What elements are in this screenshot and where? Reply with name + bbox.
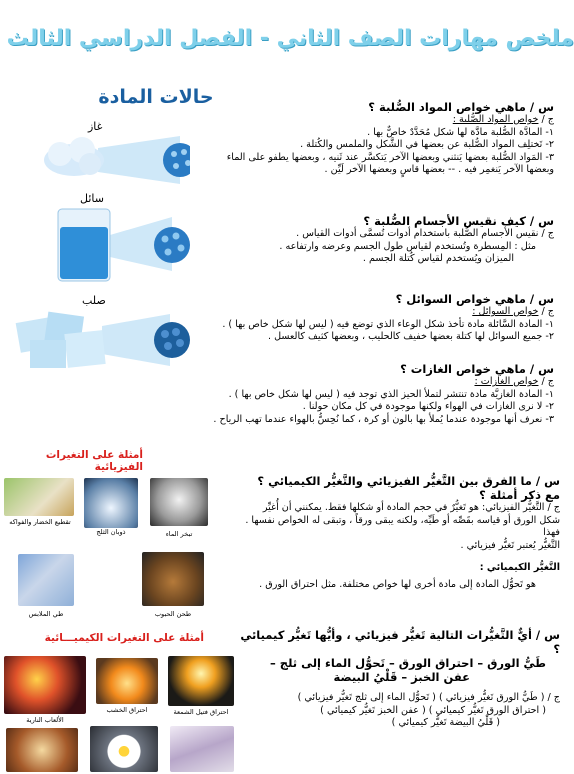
question-physical-vs-chemical [240,474,560,592]
solid-label: صلب [82,294,106,307]
question-text: س / ما الفرق بين التَّغيُّر الفيزيائي والتَّغيُّر الكيميائي ؟ مع ذكر أمثلة ؟ [257,474,560,502]
cutting-fruit-image [4,478,74,516]
frying-egg-image [90,726,158,772]
chemical-head: التَّغيُّر الكيميائي : [479,562,560,574]
gas-label: غاز [88,120,103,133]
question-line: س / أيٌّ التَّغيُّرات التالية تَغيُّر فيزيائي ، وأيُّها تَغيُّر كيميائي ؟ [240,628,560,656]
burning-wood-image [96,658,158,704]
answer-line: ( قَلْيُ البيضة تَغيُّر كيميائي ) [391,717,500,729]
answer-prefix: ج / [541,306,554,317]
answer-line: ١- المادَّة الصُّلبة مادَّة لها شكل مُحَدَّدٌ خاصٌّ بها . [367,126,554,138]
answer-prefix: ج / [541,376,554,387]
answer-head-text: خواص المواد الصُّلبة : [452,114,539,125]
liquid-illustration [40,205,190,285]
grinding-grains-image [142,552,204,606]
physical-examples-title: أمثلة على التغيرات الفيزيائية [45,449,143,473]
answer-line: وبعضها الآخر يَنغمِر فيه . -- بعضها قاسٍ وبعضها الآخر لَيِّن . [324,164,554,176]
answer-prefix: ج / [541,114,554,125]
states-title: حالات المادة [98,86,214,108]
question-gases-properties [199,362,554,426]
folding-clothes-image [18,554,74,606]
question-text: س / ماهي خواص الغازات ؟ [400,362,554,376]
answer-line: ج / نقيس الأجسام الصُّلبة باستخدام أدوات تُسمَّى أدوات القياس . [296,228,554,239]
question-line: عفن الخبز – قَلْيُ البيضة [333,670,470,684]
image-caption: احتراق الخشب [106,706,148,714]
answer-line: ١- المادة الغازيَّة مادة تنتشر لتملأ الحيز الذي توجد فيه ( ليس لها شكل خاص بها ) . [228,388,554,400]
answer-line: ٢- جميع السوائل لها كتلة بعضها خفيف كالحليب ، وبعضها كثيف كالعسل . [267,331,554,343]
image-caption: تبخر الماء [165,530,193,538]
answer-line: ج / ( طَيُّ الورق تَغيُّر فيزيائي ) ( تَحوُّل الماء إلى ثلج تَغيُّر فيزيائي ) [297,692,560,703]
question-text: س / ماهي خواص السوائل ؟ [395,292,554,306]
fireworks-image [4,656,86,714]
answer-line: الميزان ويُستخدم لقياس كُتلة الجسم . [362,253,514,265]
image-caption: تقطيع الخضار والفواكه [9,518,71,526]
image-caption: طحن الحبوب [154,610,192,618]
melting-ice-image [84,478,138,528]
answer-line: التَّغيُّر يُعتبر تَغيُّر فيزيائي . [460,539,560,551]
chemical-change-image [170,726,234,772]
answer-line: ( احتراق الورق تَغيُّر كيميائي ) ( عفن الخبز تَغيُّر كيميائي ) [320,704,546,716]
moldy-bread-image [6,728,78,772]
answer-line: ٣- نعرف أنها موجودة عندما يُملأ بها بالون أو كرة ، كما نُحِسُّ بالهواء عندما تهب الرياح . [213,413,554,425]
gas-illustration [30,130,190,190]
chemical-examples-title: أمثلة على التغيرات الكيميـــائية [44,632,204,644]
solid-illustration [10,306,190,374]
image-caption: احتراق فتيل الشمعة [173,708,229,716]
image-caption: الألعاب النارية [26,716,64,724]
answer-head-text: خواص الغازات : [474,376,539,387]
question-liquids-properties [199,292,554,344]
answer-head [199,306,554,319]
question-text: س / كيف نقيس الأجسام الصُّلبة ؟ [363,214,554,228]
page-title: ملخص مهارات الصف الثاني - الفصل الدراسي الثالث [6,26,574,51]
question-line: طَيُّ الورق – احتراق الورق – تَحوُّل الماء إلى ثلج – [270,656,546,670]
image-caption: طي الملابس [28,610,64,618]
answer-line: ج / التَّغيُّر الفيزيائي: هو تَغيُّرٌ في حجم المادة أو شكلها فقط. يمكنني أن أُغيِّر [262,502,560,513]
answer-line: ٢- لا نرى الغازات في الهواء ولكنها موجودة في كل مكان حولنا . [302,401,554,413]
image-caption: ذوبان الثلج [96,528,126,536]
question-solids-properties [199,100,554,177]
answer-line: هو تَحوُّل المادة إلى مادة أخرى لها خواص مختلفة. مثل احتراق الورق . [259,578,536,590]
candle-wick-image [168,656,234,706]
answer-head-text: خواص السوائل : [472,306,539,317]
answer-line: ١- المادة السَّائلة مادة تأخذ شكل الوعاء الذي توضع فيه ( ليس لها شكل خاص بها ) . [222,318,554,330]
boiling-water-image [150,478,208,526]
answer-line: شكل الورق أو قياسه بقَصِّه أو طَيِّه، ولكنه يبقى ورقاً ، وتبقى له الخواص نفسها . فهذا [245,514,560,539]
question-classify-changes [240,628,560,730]
question-measure-solids [199,214,554,266]
answer-head [199,376,554,389]
answer-line: ٣- المَواد الصُّلبة بعضها يَنثني وبعضها الآخر يَتكسَّر عند ثَنيه ، وبعضها يطفو على الماء [226,151,554,163]
answer-line: مثل : المِسطرة وتُستخدم لقياس طول الجسم وعرضه وارتفاعه . [279,240,536,252]
liquid-label: سائل [80,192,104,205]
question-text: س / ماهي خواص المواد الصُّلبة ؟ [368,100,554,114]
answer-line: ٢- تَختلِف المواد الصُّلبة عن بعضها في الشَّكل والملمس والكُتلة . [300,139,554,151]
answer-head [199,114,554,127]
